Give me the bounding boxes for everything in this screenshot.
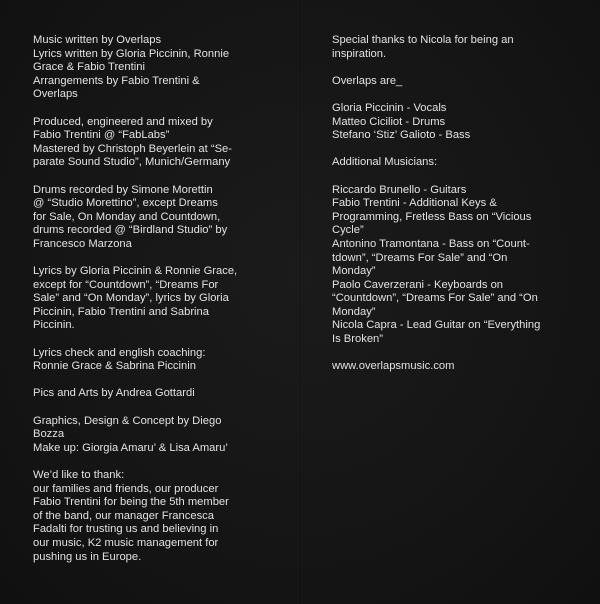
text-line: Overlaps are_ [332,74,403,87]
block-graphics-design [33,415,265,456]
text-line: of the band, our manager Francesca [33,509,214,522]
text-line: Matteo Ciciliot - Drums [332,115,446,128]
text-line: Fabio Trentini @ “FabLabs” [33,129,170,142]
text-line: Francesco Marzona [33,237,132,250]
text-line: Fadalti for trusting us and believing in [33,523,219,536]
text-line: Music written by Overlaps [33,34,162,46]
text-line: Fabio Trentini - Additional Keys & [332,197,497,210]
block-special-thanks [332,34,572,61]
block-thanks [33,469,265,564]
text-line: Ronnie Grace & Sabrina Piccinin [33,360,196,373]
text-line: Overlaps [33,88,78,101]
text-line: Graphics, Design & Concept by Diego [33,414,222,427]
text-line: Make up: Giorgia Amaru’ & Lisa Amaru’ [33,441,228,454]
website-url: www.overlapsmusic.com [332,360,455,373]
block-production-credits [33,116,265,170]
block-band-members [332,102,572,143]
text-line: @ “Studio Morettino”, except Dreams [33,197,218,210]
text-line: Programming, Fretless Bass on “Vicious [332,210,532,223]
text-line: Grace & Fabio Trentini [33,61,145,74]
text-line: Stefano ‘Stiz’ Galioto - Bass [332,129,471,142]
text-line: Gloria Piccinin - Vocals [332,101,447,114]
block-lyrics-check [33,347,265,374]
text-line: Pics and Arts by Andrea Gottardi [33,387,195,400]
text-line: for Sale, On Monday and Countdown, [33,210,221,223]
block-writing-credits [33,34,265,102]
text-line: Bozza [33,428,65,441]
text-line: Fabio Trentini for being the 5th member [33,496,229,509]
text-line: Piccinin. [33,319,75,332]
text-line: pushing us in Europe. [33,550,142,563]
block-website [332,360,572,374]
block-drums-recording [33,184,265,252]
text-line: Cycle” [332,224,364,237]
text-line: Sale” and “On Monday”, lyrics by Gloria [33,292,229,305]
text-line: Arrangements by Fabio Trentini & [33,74,200,87]
block-additional-musicians [332,184,572,347]
text-line: Drums recorded by Simone Morettin [33,183,213,196]
text-line: Special thanks to Nicola for being an [332,34,514,46]
block-lyrics-credits [33,265,265,333]
text-line: Piccinin, Fabio Trentini and Sabrina [33,305,209,318]
block-additional-heading [332,156,572,170]
text-line: Monday” [332,305,376,318]
text-line: Lyrics by Gloria Piccinin & Ronnie Grace, [33,265,238,278]
text-line: “Countdown”, “Dreams For Sale” and “On [332,292,538,305]
text-line: Additional Musicians: [332,156,438,169]
text-line: inspiration. [332,47,387,60]
page-fold [300,0,302,604]
block-pics-arts [33,387,265,401]
text-line: Paolo Caverzerani - Keyboards on [332,278,504,291]
text-line: Lyrics written by Gloria Piccinin, Ronnie [33,47,230,60]
credits-column-left [33,34,265,578]
text-line: Nicola Capra - Lead Guitar on “Everything [332,319,541,332]
text-line: Mastered by Christoph Beyerlein at “Se- [33,142,232,155]
text-line: tdown”, “Dreams For Sale” and “On [332,251,508,264]
text-line: except for “Countdown”, “Dreams For [33,278,219,291]
block-band-heading [332,75,572,89]
text-line: drums recorded @ “Birdland Studio” by [33,224,228,237]
text-line: Lyrics check and english coaching: [33,346,206,359]
text-line: our music, K2 music management for [33,536,219,549]
text-line: We’d like to thank: [33,469,125,481]
text-line: parate Sound Studio”, Munich/Germany [33,156,231,169]
text-line: Produced, engineered and mixed by [33,115,213,128]
text-line: Monday” [332,265,376,278]
credits-column-right [332,34,572,387]
text-line: our families and friends, our producer [33,482,219,495]
text-line: Is Broken” [332,333,383,346]
text-line: Riccardo Brunello - Guitars [332,183,467,196]
text-line: Antonino Tramontana - Bass on “Count- [332,237,530,250]
